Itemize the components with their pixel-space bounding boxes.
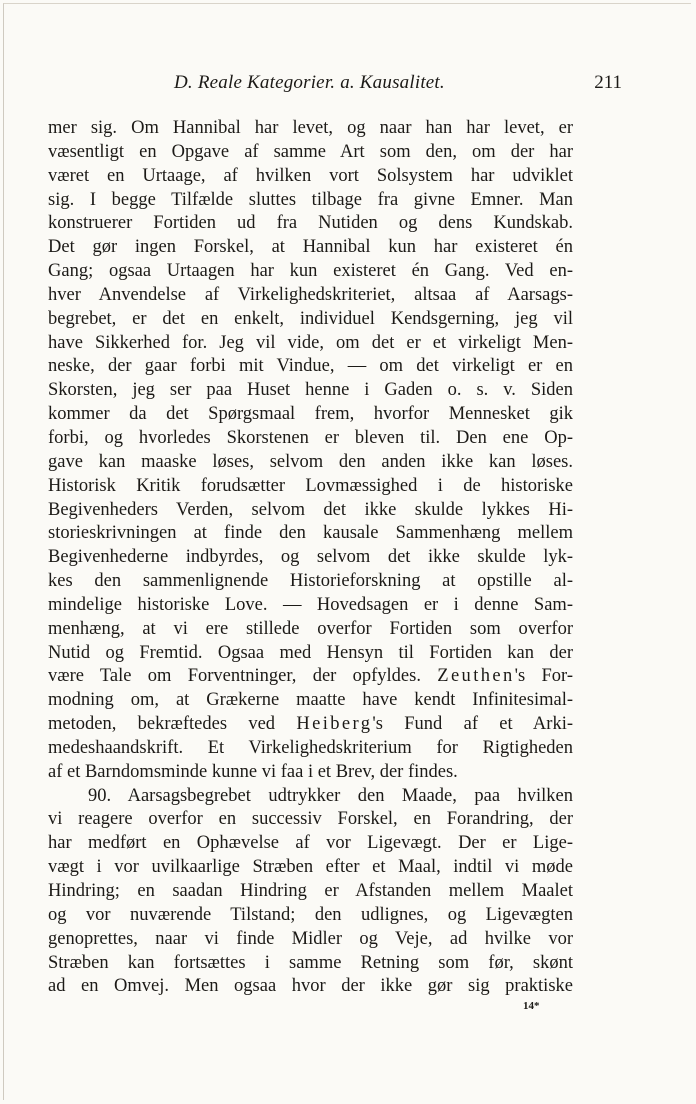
text-line: Det gør ingen Forskel, at Hannibal kun har existeret én <box>48 237 573 258</box>
body-text <box>48 117 573 999</box>
running-head: D. Reale Kategorier. a. Kausalitet. <box>174 72 445 93</box>
text-line: vægt i vor uvilkaarlige Stræben efter et Maal, indtil vi møde <box>48 857 573 878</box>
text-line: væsentligt en Opgave af samme Art som den, om der har <box>48 141 573 162</box>
text-line: Historisk Kritik forudsætter Lovmæssighed i de historiske <box>48 475 573 496</box>
text-line: Stræben kan fortsættes i samme Retning som før, skønt <box>48 952 573 973</box>
page-number: 211 <box>594 72 622 93</box>
text-line: Skorsten, jeg ser paa Huset henne i Gaden o. s. v. Siden <box>48 380 573 401</box>
text-segment: 's For- <box>514 666 573 687</box>
text-line: Begivenhederne indbyrdes, og selvom det ikke skulde lyk- <box>48 547 573 568</box>
text-line: vi reagere overfor en successiv Forskel, en Forandring, der <box>48 809 573 830</box>
text-line: har medført en Ophævelse af vor Ligevægt. Der er Lige- <box>48 833 573 854</box>
text-line: medeshaandskrift. Et Virkelighedskriterium for Rigtigheden <box>48 737 573 758</box>
text-line: storieskrivningen at finde den kausale Sammenhæng mellem <box>48 523 573 544</box>
text-line: kes den sammenlignende Historieforskning at opstille al- <box>48 571 573 592</box>
text-line: Hindring; en saadan Hindring er Afstanden mellem Maalet <box>48 881 573 901</box>
text-line: mindelige historiske Love. — Hovedsagen er i denne Sam- <box>48 594 573 615</box>
text-line: menhæng, at vi ere stillede overfor Fortiden som overfor <box>48 618 573 639</box>
text-line: Nutid og Fremtid. Ogsaa med Hensyn til Fortiden kan der <box>48 642 573 663</box>
text-line: af et Barndomsminde kunne vi faa i et Brev, der findes. <box>48 761 458 782</box>
text-line: mer sig. Om Hannibal har levet, og naar han har levet, er <box>48 118 573 138</box>
text-line: hver Anvendelse af Virkelighedskriteriet, altsaa af Aarsags- <box>48 284 573 305</box>
text-line: kommer da det Spørgsmaal frem, hvorfor Mennesket gik <box>48 404 573 425</box>
spaced-name-heiberg: Heiberg <box>296 714 373 735</box>
text-line: begrebet, er det en enkelt, individuel Kendsgerning, jeg vil <box>48 308 573 329</box>
text-line-heiberg <box>48 713 573 737</box>
text-line: forbi, og hvorledes Skorstenen er bleven til. Den ene Op- <box>48 427 573 448</box>
text-line: neske, der gaar forbi mit Vindue, — om det virkeligt er en <box>48 356 573 377</box>
paragraph-start-90: 90. Aarsagsbegrebet udtrykker den Maade, paa hvilken <box>88 785 573 806</box>
text-line-zeuthen <box>48 665 573 689</box>
signature-mark: 14* <box>523 1000 540 1012</box>
text-line: og vor nuværende Tilstand; den udlignes, og Ligevægten <box>48 904 573 925</box>
text-line: Gang; ogsaa Urtaagen har kun existeret én Gang. Ved en- <box>48 261 573 282</box>
text-line: modning om, at Grækerne maatte have kendt Infinitesimal- <box>48 690 573 711</box>
text-line: sig. I begge Tilfælde sluttes tilbage fra givne Emner. Man <box>48 189 573 210</box>
spaced-name-zeuthen: Zeuthen <box>437 666 515 687</box>
text-line: genoprettes, naar vi finde Midler og Veje, ad hvilke vor <box>48 928 573 949</box>
text-line: gave kan maaske løses, selvom den anden ikke kan løses. <box>48 451 573 472</box>
text-line: været en Urtaage, af hvilken vort Solsystem har udviklet <box>48 165 573 186</box>
text-line: Begivenheders Verden, selvom det ikke skulde lykkes Hi- <box>48 499 573 520</box>
text-segment: 's Fund af et Arki- <box>372 714 573 735</box>
page-header <box>48 72 632 100</box>
text-line: ad en Omvej. Men ogsaa hvor der ikke gør sig praktiske <box>48 976 573 997</box>
text-segment: være Tale om Forventninger, der opfyldes. <box>48 666 438 687</box>
text-line: have Sikkerhed for. Jeg vil vide, om det er et virkeligt Men- <box>48 332 573 353</box>
text-segment: metoden, bekræftedes ved <box>48 714 297 735</box>
text-line: konstruerer Fortiden ud fra Nutiden og dens Kundskab. <box>48 213 573 234</box>
